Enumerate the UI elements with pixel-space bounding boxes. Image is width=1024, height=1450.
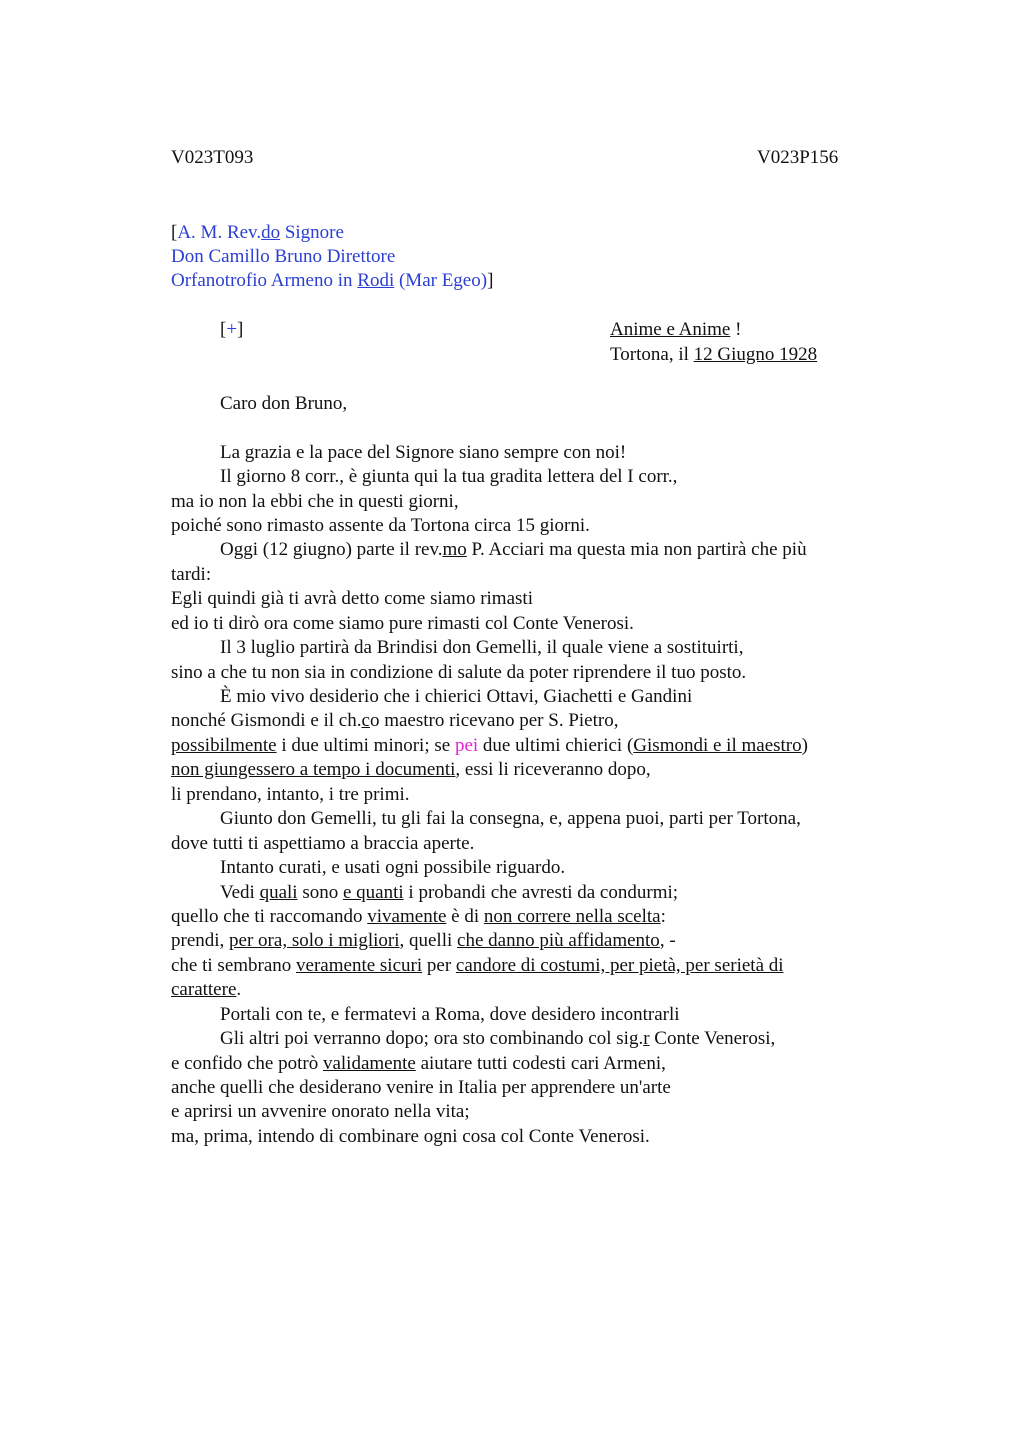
body-line: Vedi quali sono e quanti i probandi che avresti da condurmi; (220, 882, 679, 903)
address-line-3: Orfanotrofio Armeno in Rodi (Mar Egeo)] (171, 270, 494, 291)
address-line-1: [A. M. Rev.do Signore (171, 222, 344, 243)
body-line: carattere. (171, 979, 242, 1000)
body-line: Oggi (12 giugno) parte il rev.mo P. Acciari ma questa mia non partirà che più (220, 539, 807, 560)
body-line: e confido che potrò validamente aiutare tutti codesti cari Armeni, (171, 1053, 666, 1074)
body-line: quello che ti raccomando vivamente è di non correre nella scelta: (171, 906, 666, 927)
body-line: che ti sembrano veramente sicuri per candore di costumi, per pietà, per serietà di (171, 955, 784, 976)
body-line: La grazia e la pace del Signore siano sempre con noi! (220, 442, 627, 463)
body-line: Portali con te, e fermatevi a Roma, dove desidero incontrarli (220, 1004, 680, 1025)
body-line: tardi: (171, 564, 212, 585)
body-line: poiché sono rimasto assente da Tortona circa 15 giorni. (171, 515, 590, 536)
body-line: Il 3 luglio partirà da Brindisi don Gemelli, il quale viene a sostituirti, (220, 637, 744, 658)
salutation: Caro don Bruno, (220, 393, 348, 414)
body-line: Gli altri poi verranno dopo; ora sto combinando col sig.r Conte Venerosi, (220, 1028, 776, 1049)
body-line: ma io non la ebbi che in questi giorni, (171, 491, 459, 512)
motto: Anime e Anime ! (610, 319, 742, 340)
body-line: non giungessero a tempo i documenti, essi li riceveranno dopo, (171, 759, 651, 780)
cross-mark: [+] (220, 319, 244, 340)
body-line: Giunto don Gemelli, tu gli fai la consegna, e, appena puoi, parti per Tortona, (220, 808, 801, 829)
body-line: li prendano, intanto, i tre primi. (171, 784, 410, 805)
body-line: e aprirsi un avvenire onorato nella vita; (171, 1101, 470, 1122)
body-line: nonché Gismondi e il ch.co maestro ricevano per S. Pietro, (171, 710, 619, 731)
body-line: Intanto curati, e usati ogni possibile riguardo. (220, 857, 566, 878)
body-line: possibilmente i due ultimi minori; se pei due ultimi chierici (Gismondi e il maestro) (171, 735, 808, 756)
address-line-2: Don Camillo Bruno Direttore (171, 246, 396, 267)
body-line: prendi, per ora, solo i migliori, quelli che danno più affidamento, - (171, 930, 676, 951)
document-code-right: V023P156 (757, 147, 839, 168)
body-line: È mio vivo desiderio che i chierici Ottavi, Giachetti e Gandini (220, 686, 693, 707)
body-line: Egli quindi già ti avrà detto come siamo rimasti (171, 588, 533, 609)
body-line: anche quelli che desiderano venire in Italia per apprendere un'arte (171, 1077, 671, 1098)
body-line: ma, prima, intendo di combinare ogni cosa col Conte Venerosi. (171, 1126, 650, 1147)
body-line: dove tutti ti aspettiamo a braccia aperte. (171, 833, 475, 854)
body-line: ed io ti dirò ora come siamo pure rimasti col Conte Venerosi. (171, 613, 634, 634)
body-line: Il giorno 8 corr., è giunta qui la tua gradita lettera del I corr., (220, 466, 678, 487)
body-line: sino a che tu non sia in condizione di salute da poter riprendere il tuo posto. (171, 662, 747, 683)
document-code-left: V023T093 (171, 147, 254, 168)
dateline: Tortona, il 12 Giugno 1928 (610, 344, 818, 365)
